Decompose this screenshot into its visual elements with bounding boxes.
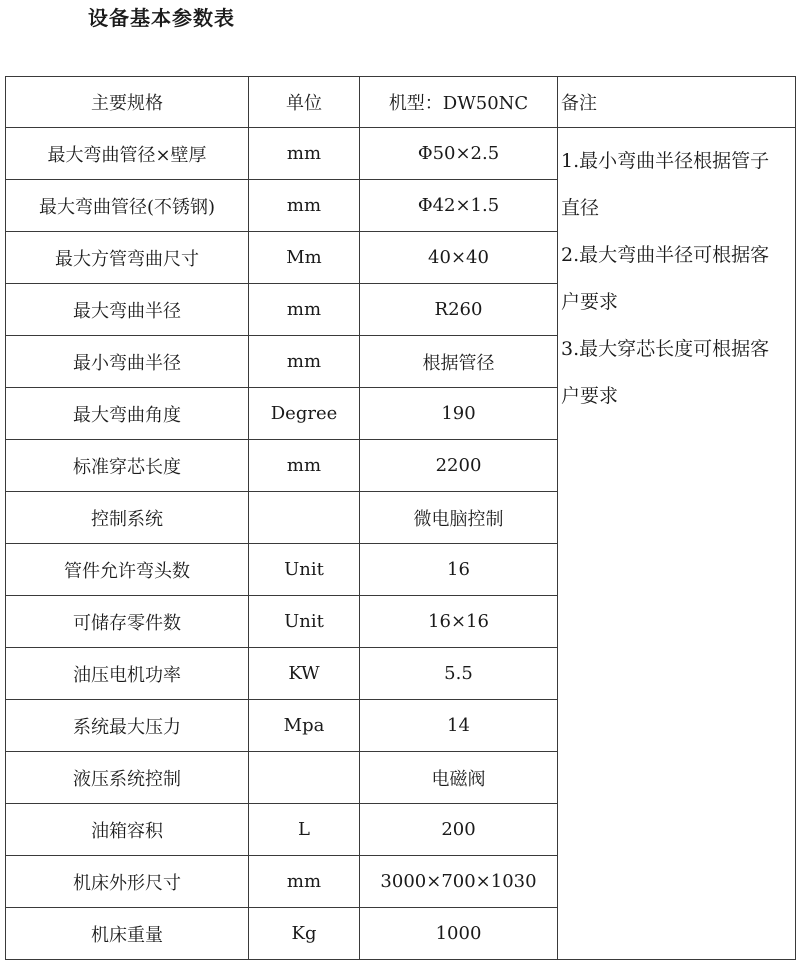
header-unit: 单位 [249,77,360,128]
note-line: 户要求 [561,291,619,313]
unit-cell: mm [249,128,360,180]
spec-table [5,76,796,960]
notes-cell [558,128,796,960]
value-cell: 2200 [360,440,558,492]
spec-cell: 最大弯曲半径 [6,284,249,336]
spec-cell: 油压电机功率 [6,648,249,700]
value-cell: Φ42×1.5 [360,180,558,232]
unit-cell: mm [249,180,360,232]
note-line: 1.最小弯曲半径根据管子 [561,150,770,172]
spec-cell: 最大方管弯曲尺寸 [6,232,249,284]
spec-cell: 最大弯曲角度 [6,388,249,440]
spec-cell: 控制系统 [6,492,249,544]
value-cell: 16 [360,544,558,596]
unit-cell: Unit [249,596,360,648]
value-cell: 14 [360,700,558,752]
header-model: 机型：DW50NC [360,77,558,128]
unit-cell: L [249,804,360,856]
value-cell: 微电脑控制 [360,492,558,544]
spec-cell: 液压系统控制 [6,752,249,804]
unit-cell: mm [249,440,360,492]
value-cell: R260 [360,284,558,336]
spec-cell: 最大弯曲管径×壁厚 [6,128,249,180]
header-spec: 主要规格 [6,77,249,128]
unit-cell: mm [249,284,360,336]
value-cell: 电磁阀 [360,752,558,804]
table-row [6,128,796,180]
spec-cell: 管件允许弯头数 [6,544,249,596]
spec-cell: 最小弯曲半径 [6,336,249,388]
header-notes: 备注 [558,77,796,128]
value-cell: 5.5 [360,648,558,700]
unit-cell: mm [249,856,360,908]
page-title: 设备基本参数表 [88,6,235,30]
value-cell: 3000×700×1030 [360,856,558,908]
note-line: 直径 [561,197,600,219]
value-cell: 200 [360,804,558,856]
unit-cell: Unit [249,544,360,596]
value-cell: 190 [360,388,558,440]
unit-cell: mm [249,336,360,388]
unit-cell: Kg [249,908,360,960]
unit-cell: KW [249,648,360,700]
value-cell: 根据管径 [360,336,558,388]
unit-cell [249,492,360,544]
unit-cell [249,752,360,804]
spec-cell: 最大弯曲管径(不锈钢) [6,180,249,232]
value-cell: 40×40 [360,232,558,284]
spec-cell: 机床外形尺寸 [6,856,249,908]
table-header-row [6,77,796,128]
note-line: 户要求 [561,385,619,407]
unit-cell: Mpa [249,700,360,752]
spec-cell: 系统最大压力 [6,700,249,752]
note-line: 2.最大弯曲半径可根据客 [561,244,770,266]
spec-cell: 油箱容积 [6,804,249,856]
unit-cell: Degree [249,388,360,440]
spec-cell: 可储存零件数 [6,596,249,648]
unit-cell: Mm [249,232,360,284]
note-line: 3.最大穿芯长度可根据客 [561,338,770,360]
value-cell: 16×16 [360,596,558,648]
value-cell: Φ50×2.5 [360,128,558,180]
value-cell: 1000 [360,908,558,960]
spec-cell: 标准穿芯长度 [6,440,249,492]
spec-cell: 机床重量 [6,908,249,960]
